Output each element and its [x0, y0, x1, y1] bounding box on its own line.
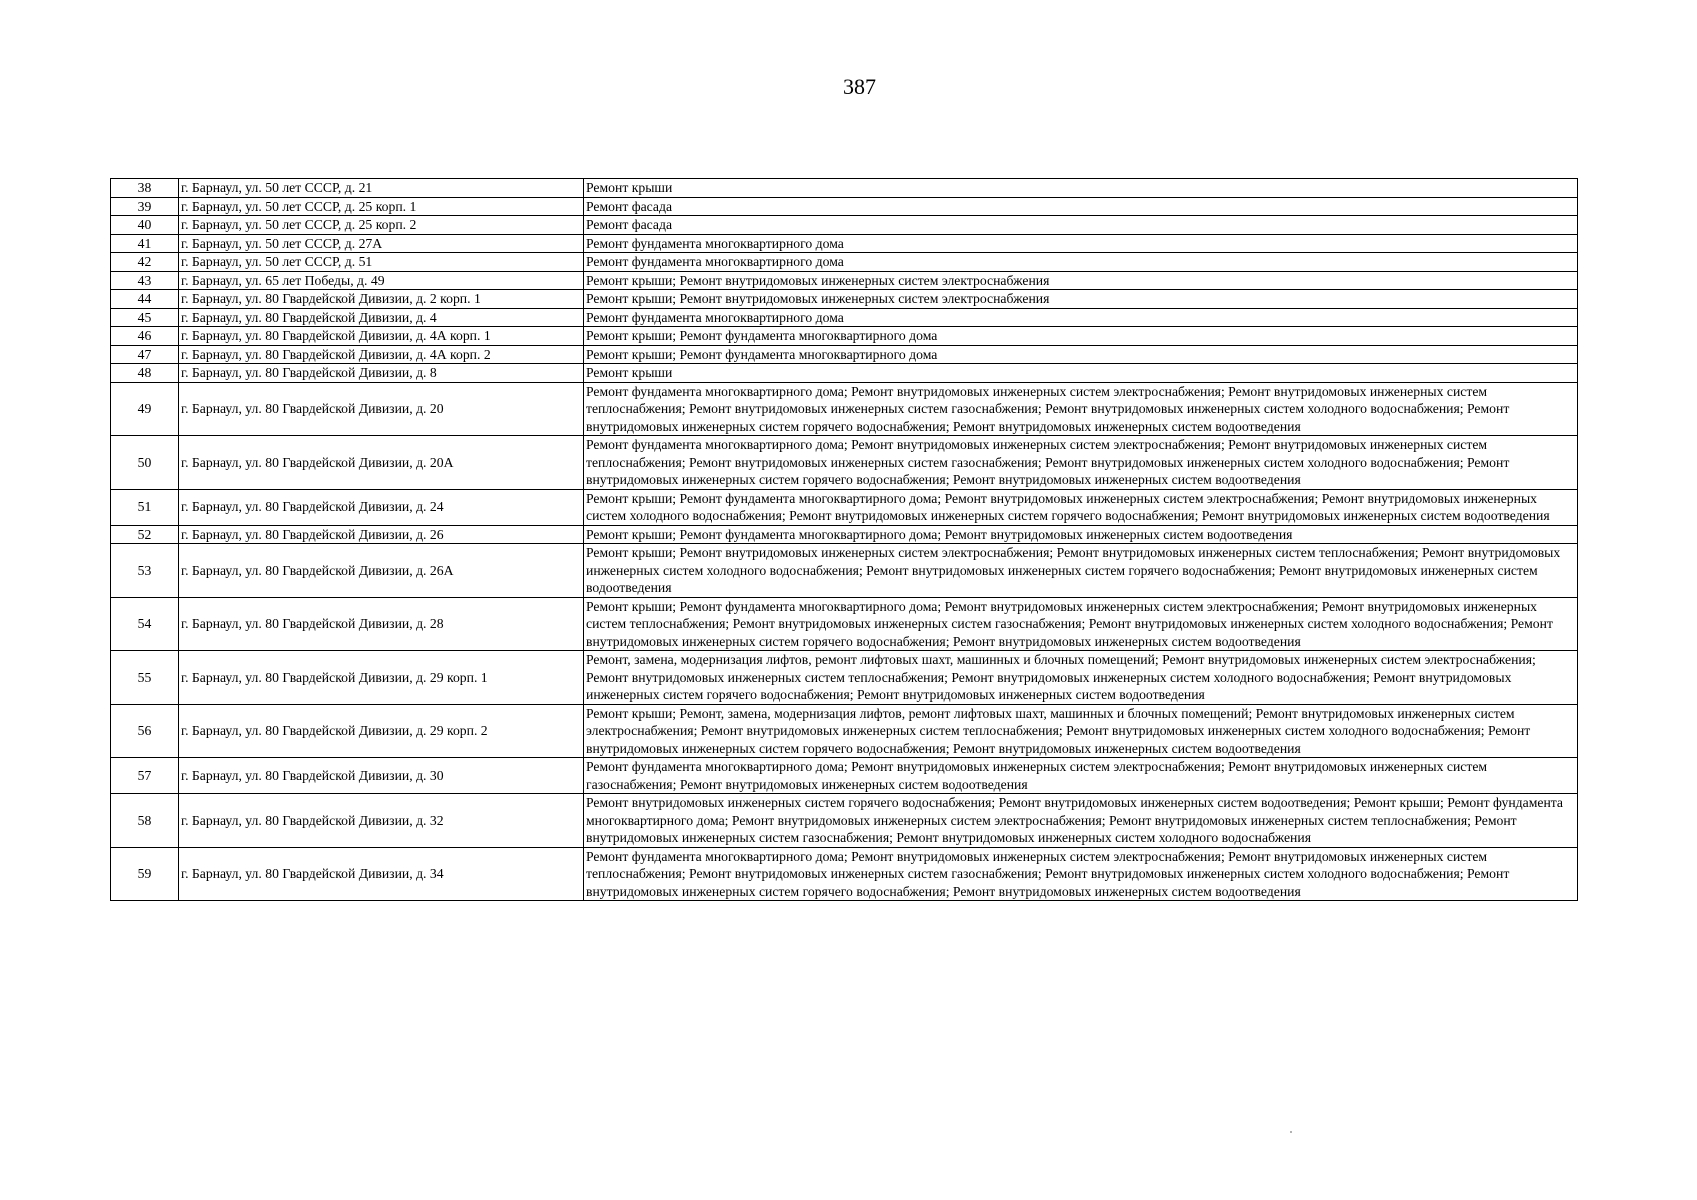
- table-row: [111, 308, 1578, 327]
- row-address-cell: г. Барнаул, ул. 50 лет СССР, д. 25 корп. 2: [179, 216, 584, 235]
- row-works-cell: Ремонт фундамента многоквартирного дома; Ремонт внутридомовых инженерных систем электроснабжения; Ремонт внутридомовых инженерных систем теплоснабжения; Ремонт внутридомовых инженерных систем газоснабжения; Ремонт внутридомовых инженерных систем холодного водоснабжения; Ремонт внутридомовых инженерных систем горячего водоснабжения; Ремонт внутридомовых инженерных систем водоотведения: [584, 436, 1578, 490]
- table-row: [111, 179, 1578, 198]
- table-row: [111, 253, 1578, 272]
- row-number-cell: 57: [111, 758, 179, 794]
- row-works-cell: Ремонт крыши: [584, 179, 1578, 198]
- row-number-cell: 44: [111, 290, 179, 309]
- row-works-cell: Ремонт внутридомовых инженерных систем горячего водоснабжения; Ремонт внутридомовых инженерных систем водоотведения; Ремонт крыши; Ремонт фундамента многоквартирного дома; Ремонт внутридомовых инженерных систем электроснабжения; Ремонт внутридомовых инженерных систем теплоснабжения; Ремонт внутридомовых инженерных систем газоснабжения; Ремонт внутридомовых инженерных систем холодного водоснабжения: [584, 794, 1578, 848]
- row-number-cell: 40: [111, 216, 179, 235]
- row-number-cell: 54: [111, 597, 179, 651]
- row-number-cell: 46: [111, 327, 179, 346]
- row-works-cell: Ремонт фундамента многоквартирного дома; Ремонт внутридомовых инженерных систем электроснабжения; Ремонт внутридомовых инженерных систем теплоснабжения; Ремонт внутридомовых инженерных систем газоснабжения; Ремонт внутридомовых инженерных систем холодного водоснабжения; Ремонт внутридомовых инженерных систем горячего водоснабжения; Ремонт внутридомовых инженерных систем водоотведения: [584, 382, 1578, 436]
- row-works-cell: Ремонт крыши; Ремонт внутридомовых инженерных систем электроснабжения: [584, 271, 1578, 290]
- table-row: [111, 382, 1578, 436]
- row-address-cell: г. Барнаул, ул. 65 лет Победы, д. 49: [179, 271, 584, 290]
- table-row: [111, 216, 1578, 235]
- row-address-cell: г. Барнаул, ул. 80 Гвардейской Дивизии, д. 32: [179, 794, 584, 848]
- table-row: [111, 597, 1578, 651]
- row-number-cell: 41: [111, 234, 179, 253]
- table-row: [111, 651, 1578, 705]
- table-row: [111, 794, 1578, 848]
- row-works-cell: Ремонт фундамента многоквартирного дома; Ремонт внутридомовых инженерных систем электроснабжения; Ремонт внутридомовых инженерных систем газоснабжения; Ремонт внутридомовых инженерных систем водоотведения: [584, 758, 1578, 794]
- row-works-cell: Ремонт крыши; Ремонт фундамента многоквартирного дома; Ремонт внутридомовых инженерных систем водоотведения: [584, 525, 1578, 544]
- row-works-cell: Ремонт крыши; Ремонт фундамента многоквартирного дома: [584, 327, 1578, 346]
- repair-registry-table: [110, 178, 1578, 901]
- table-row: [111, 234, 1578, 253]
- row-address-cell: г. Барнаул, ул. 80 Гвардейской Дивизии, д. 30: [179, 758, 584, 794]
- row-address-cell: г. Барнаул, ул. 50 лет СССР, д. 21: [179, 179, 584, 198]
- row-works-cell: Ремонт фундамента многоквартирного дома; Ремонт внутридомовых инженерных систем электроснабжения; Ремонт внутридомовых инженерных систем теплоснабжения; Ремонт внутридомовых инженерных систем газоснабжения; Ремонт внутридомовых инженерных систем холодного водоснабжения; Ремонт внутридомовых инженерных систем горячего водоснабжения; Ремонт внутридомовых инженерных систем водоотведения: [584, 847, 1578, 901]
- row-works-cell: Ремонт фундамента многоквартирного дома: [584, 308, 1578, 327]
- table-row: [111, 489, 1578, 525]
- row-address-cell: г. Барнаул, ул. 80 Гвардейской Дивизии, д. 4А корп. 1: [179, 327, 584, 346]
- row-works-cell: Ремонт крыши; Ремонт фундамента многоквартирного дома: [584, 345, 1578, 364]
- row-works-cell: Ремонт фасада: [584, 216, 1578, 235]
- row-number-cell: 51: [111, 489, 179, 525]
- row-works-cell: Ремонт фундамента многоквартирного дома: [584, 234, 1578, 253]
- row-address-cell: г. Барнаул, ул. 50 лет СССР, д. 51: [179, 253, 584, 272]
- table-row: [111, 197, 1578, 216]
- row-number-cell: 47: [111, 345, 179, 364]
- table-row: [111, 704, 1578, 758]
- row-address-cell: г. Барнаул, ул. 80 Гвардейской Дивизии, д. 2 корп. 1: [179, 290, 584, 309]
- scan-artifact-dot: [1290, 1131, 1292, 1133]
- row-number-cell: 56: [111, 704, 179, 758]
- table-row: [111, 847, 1578, 901]
- row-number-cell: 58: [111, 794, 179, 848]
- table-row: [111, 271, 1578, 290]
- row-address-cell: г. Барнаул, ул. 80 Гвардейской Дивизии, д. 29 корп. 2: [179, 704, 584, 758]
- row-number-cell: 53: [111, 544, 179, 598]
- row-number-cell: 55: [111, 651, 179, 705]
- table-row: [111, 544, 1578, 598]
- row-works-cell: Ремонт фундамента многоквартирного дома: [584, 253, 1578, 272]
- table-row: [111, 758, 1578, 794]
- row-address-cell: г. Барнаул, ул. 80 Гвардейской Дивизии, д. 29 корп. 1: [179, 651, 584, 705]
- row-number-cell: 43: [111, 271, 179, 290]
- row-number-cell: 50: [111, 436, 179, 490]
- row-number-cell: 52: [111, 525, 179, 544]
- table-row: [111, 436, 1578, 490]
- row-address-cell: г. Барнаул, ул. 80 Гвардейской Дивизии, д. 20: [179, 382, 584, 436]
- row-works-cell: Ремонт, замена, модернизация лифтов, ремонт лифтовых шахт, машинных и блочных помещений; Ремонт внутридомовых инженерных систем электроснабжения; Ремонт внутридомовых инженерных систем теплоснабжения; Ремонт внутридомовых инженерных систем холодного водоснабжения; Ремонт внутридомовых инженерных систем горячего водоснабжения; Ремонт внутридомовых инженерных систем водоотведения: [584, 651, 1578, 705]
- row-works-cell: Ремонт крыши; Ремонт фундамента многоквартирного дома; Ремонт внутридомовых инженерных систем электроснабжения; Ремонт внутридомовых инженерных систем теплоснабжения; Ремонт внутридомовых инженерных систем газоснабжения; Ремонт внутридомовых инженерных систем холодного водоснабжения; Ремонт внутридомовых инженерных систем горячего водоснабжения; Ремонт внутридомовых инженерных систем водоотведения: [584, 597, 1578, 651]
- row-number-cell: 38: [111, 179, 179, 198]
- row-address-cell: г. Барнаул, ул. 80 Гвардейской Дивизии, д. 26А: [179, 544, 584, 598]
- table-row: [111, 525, 1578, 544]
- row-works-cell: Ремонт крыши; Ремонт внутридомовых инженерных систем электроснабжения: [584, 290, 1578, 309]
- row-address-cell: г. Барнаул, ул. 80 Гвардейской Дивизии, д. 34: [179, 847, 584, 901]
- row-number-cell: 39: [111, 197, 179, 216]
- table-row: [111, 364, 1578, 383]
- row-address-cell: г. Барнаул, ул. 80 Гвардейской Дивизии, д. 20А: [179, 436, 584, 490]
- table-row: [111, 327, 1578, 346]
- row-works-cell: Ремонт фасада: [584, 197, 1578, 216]
- row-address-cell: г. Барнаул, ул. 80 Гвардейской Дивизии, д. 4А корп. 2: [179, 345, 584, 364]
- row-address-cell: г. Барнаул, ул. 80 Гвардейской Дивизии, д. 4: [179, 308, 584, 327]
- page-number: 387: [843, 74, 876, 99]
- row-number-cell: 48: [111, 364, 179, 383]
- row-number-cell: 59: [111, 847, 179, 901]
- row-number-cell: 42: [111, 253, 179, 272]
- table-body: [111, 179, 1578, 901]
- row-address-cell: г. Барнаул, ул. 50 лет СССР, д. 27А: [179, 234, 584, 253]
- row-address-cell: г. Барнаул, ул. 80 Гвардейской Дивизии, д. 24: [179, 489, 584, 525]
- row-address-cell: г. Барнаул, ул. 80 Гвардейской Дивизии, д. 26: [179, 525, 584, 544]
- row-works-cell: Ремонт крыши: [584, 364, 1578, 383]
- table-row: [111, 345, 1578, 364]
- row-works-cell: Ремонт крыши; Ремонт, замена, модернизация лифтов, ремонт лифтовых шахт, машинных и блочных помещений; Ремонт внутридомовых инженерных систем электроснабжения; Ремонт внутридомовых инженерных систем теплоснабжения; Ремонт внутридомовых инженерных систем холодного водоснабжения; Ремонт внутридомовых инженерных систем горячего водоснабжения; Ремонт внутридомовых инженерных систем водоотведения: [584, 704, 1578, 758]
- row-number-cell: 45: [111, 308, 179, 327]
- table-row: [111, 290, 1578, 309]
- row-works-cell: Ремонт крыши; Ремонт внутридомовых инженерных систем электроснабжения; Ремонт внутридомовых инженерных систем теплоснабжения; Ремонт внутридомовых инженерных систем холодного водоснабжения; Ремонт внутридомовых инженерных систем горячего водоснабжения; Ремонт внутридомовых инженерных систем водоотведения: [584, 544, 1578, 598]
- row-address-cell: г. Барнаул, ул. 80 Гвардейской Дивизии, д. 28: [179, 597, 584, 651]
- row-address-cell: г. Барнаул, ул. 50 лет СССР, д. 25 корп. 1: [179, 197, 584, 216]
- row-number-cell: 49: [111, 382, 179, 436]
- row-works-cell: Ремонт крыши; Ремонт фундамента многоквартирного дома; Ремонт внутридомовых инженерных систем электроснабжения; Ремонт внутридомовых инженерных систем холодного водоснабжения; Ремонт внутридомовых инженерных систем горячего водоснабжения; Ремонт внутридомовых инженерных систем водоотведения: [584, 489, 1578, 525]
- row-address-cell: г. Барнаул, ул. 80 Гвардейской Дивизии, д. 8: [179, 364, 584, 383]
